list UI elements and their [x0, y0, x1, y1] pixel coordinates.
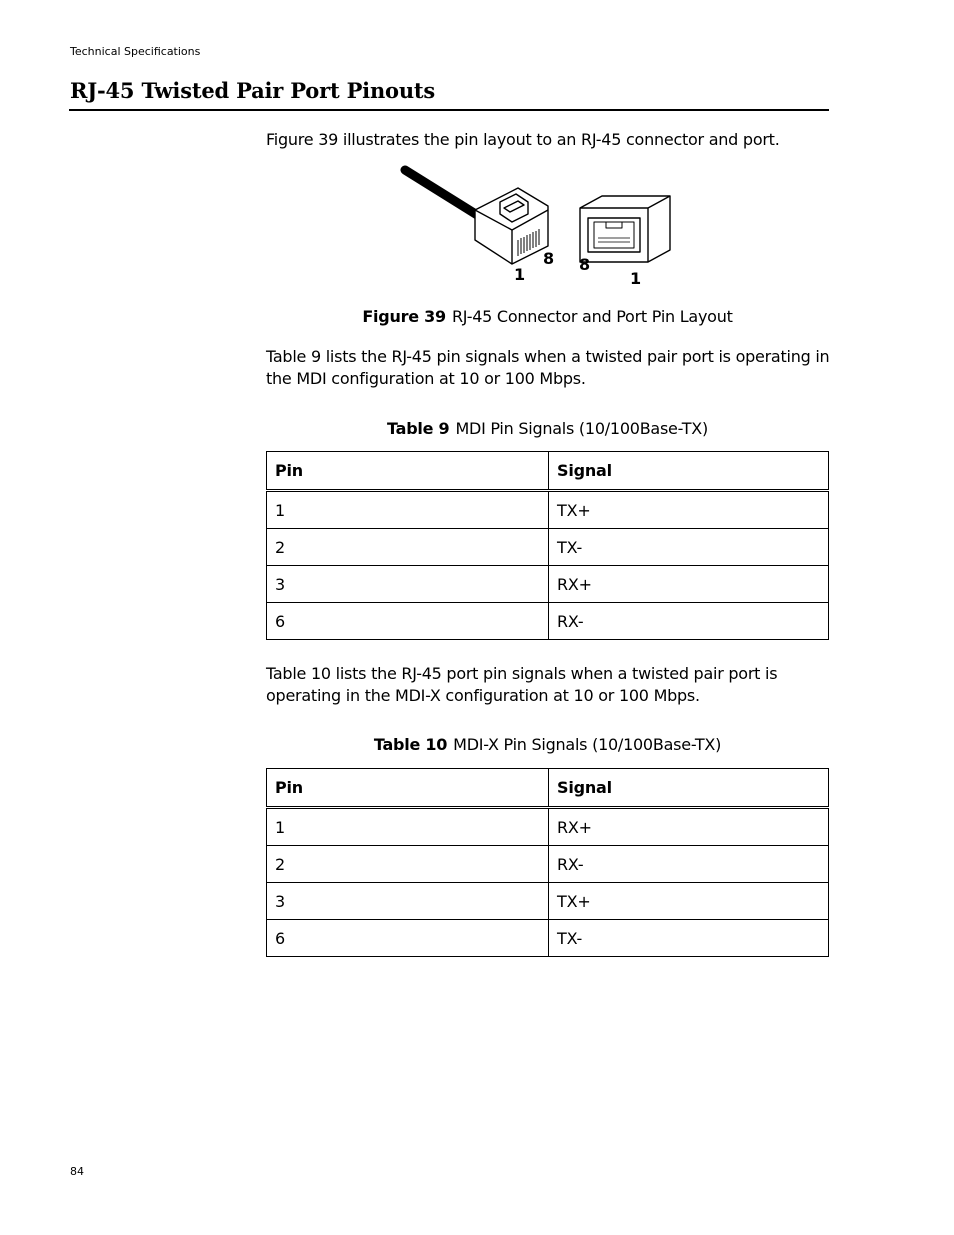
- pin-cell: 6: [267, 920, 549, 957]
- pin-cell: 6: [267, 603, 549, 640]
- table-row: [267, 883, 829, 920]
- pin-cell: 2: [267, 846, 549, 883]
- port-pin-label-1: 1: [630, 269, 642, 288]
- column-header-signal: Signal: [549, 452, 829, 491]
- plug-pin-label-8: 8: [543, 249, 555, 268]
- table-row: [267, 920, 829, 957]
- rj45-connector-port-illustration: [400, 160, 680, 290]
- pin-cell: 2: [267, 529, 549, 566]
- figure-caption: [266, 307, 829, 326]
- table9-caption-text: MDI Pin Signals (10/100Base-TX): [455, 419, 708, 438]
- table-row: [267, 808, 829, 846]
- signal-cell: RX+: [549, 808, 829, 846]
- pin-cell: 1: [267, 808, 549, 846]
- intro-paragraph: Figure 39 illustrates the pin layout to an RJ-45 connector and port.: [266, 130, 780, 149]
- table10-mdix-pin-signals: [266, 768, 829, 957]
- signal-cell: TX+: [549, 883, 829, 920]
- column-header-signal: Signal: [549, 769, 829, 808]
- section-title: RJ-45 Twisted Pair Port Pinouts: [70, 78, 436, 103]
- table-header-row: [267, 769, 829, 808]
- figure-caption-number: Figure 39: [362, 307, 446, 326]
- signal-cell: TX+: [549, 491, 829, 529]
- table-row: [267, 603, 829, 640]
- table-header-row: [267, 452, 829, 491]
- plug-pin-label-1: 1: [514, 265, 526, 284]
- table9-caption: [266, 419, 829, 438]
- title-rule: [69, 109, 829, 111]
- table10-caption: [266, 735, 829, 754]
- running-header: Technical Specifications: [70, 45, 201, 58]
- column-header-pin: Pin: [267, 769, 549, 808]
- table9-caption-number: Table 9: [387, 419, 450, 438]
- port-pin-label-8: 8: [579, 255, 591, 274]
- pin-cell: 3: [267, 883, 549, 920]
- signal-cell: RX+: [549, 566, 829, 603]
- table-row: [267, 529, 829, 566]
- page-number: 84: [70, 1165, 84, 1178]
- pin-cell: 1: [267, 491, 549, 529]
- signal-cell: TX-: [549, 529, 829, 566]
- table10-caption-text: MDI-X Pin Signals (10/100Base-TX): [453, 735, 722, 754]
- table10-caption-number: Table 10: [373, 735, 448, 754]
- rj45-figure: [400, 160, 680, 290]
- table9-paragraph: Table 9 lists the RJ-45 pin signals when a twisted pair port is operating in the MDI configuration at 10 or 100 Mbps.: [266, 347, 830, 388]
- table-row: [267, 491, 829, 529]
- table10-paragraph: Table 10 lists the RJ-45 port pin signals when a twisted pair port is operating in the MDI-X configuration at 10 or 100 Mbps.: [266, 664, 778, 705]
- table9-mdi-pin-signals: [266, 451, 829, 640]
- table-row: [267, 846, 829, 883]
- signal-cell: RX-: [549, 603, 829, 640]
- cable: [405, 170, 482, 218]
- table-row: [267, 566, 829, 603]
- rj45-port: [580, 196, 670, 262]
- figure-caption-text: RJ-45 Connector and Port Pin Layout: [451, 307, 733, 326]
- pin-cell: 3: [267, 566, 549, 603]
- rj45-plug: [475, 188, 548, 264]
- signal-cell: TX-: [549, 920, 829, 957]
- signal-cell: RX-: [549, 846, 829, 883]
- column-header-pin: Pin: [267, 452, 549, 491]
